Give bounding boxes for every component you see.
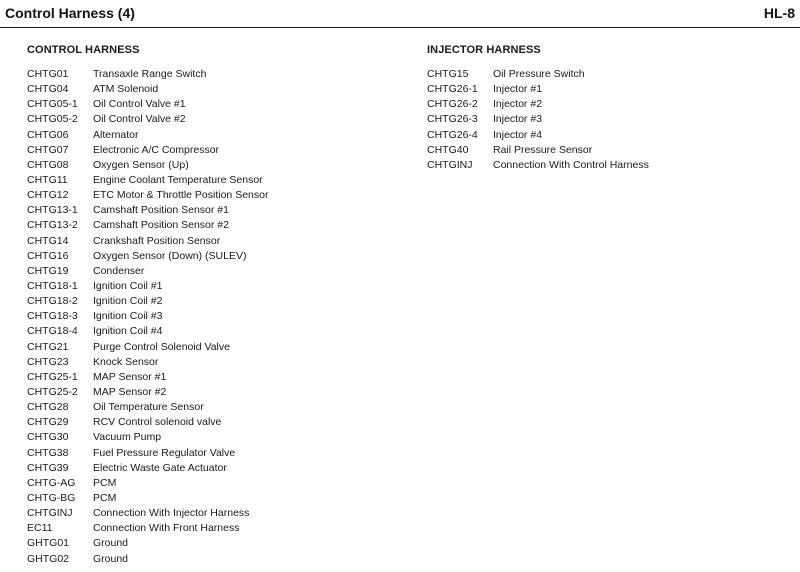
list-item bbox=[427, 128, 541, 143]
list-item bbox=[27, 340, 230, 355]
list-item bbox=[27, 309, 163, 324]
list-item bbox=[27, 415, 222, 430]
list-item bbox=[27, 355, 159, 370]
connector-code: CHTG26-2 bbox=[427, 98, 478, 111]
connector-description: Ignition Coil #2 bbox=[93, 295, 163, 308]
connector-code: CHTG21 bbox=[27, 340, 69, 353]
connector-code: CHTG07 bbox=[27, 143, 69, 156]
list-item bbox=[27, 400, 204, 415]
connector-code: CHTG23 bbox=[27, 355, 69, 368]
connector-code: CHTG08 bbox=[27, 158, 69, 171]
list-item bbox=[27, 461, 227, 476]
connector-description: Electric Waste Gate Actuator bbox=[93, 461, 227, 474]
list-item bbox=[27, 97, 186, 112]
connector-code: CHTG13-2 bbox=[27, 219, 78, 232]
section-heading: CONTROL HARNESS bbox=[27, 44, 140, 56]
list-item bbox=[27, 143, 220, 158]
list-item bbox=[27, 82, 159, 97]
connector-description: Ignition Coil #4 bbox=[93, 325, 163, 338]
section-heading: INJECTOR HARNESS bbox=[427, 44, 541, 56]
list-item bbox=[27, 491, 140, 506]
list-item bbox=[27, 385, 167, 400]
list-item bbox=[27, 67, 207, 82]
list-item bbox=[427, 97, 541, 112]
connector-description: Oxygen Sensor (Up) bbox=[93, 158, 189, 171]
connector-code: CHTG13-1 bbox=[27, 204, 78, 217]
list-item bbox=[27, 128, 140, 143]
connector-description: Rail Pressure Sensor bbox=[493, 143, 593, 156]
connector-code: CHTG25-2 bbox=[27, 385, 78, 398]
connector-description: Injector #3 bbox=[493, 113, 543, 126]
connector-code: CHTG26-1 bbox=[427, 83, 478, 96]
connector-code: CHTG05-1 bbox=[27, 98, 78, 111]
connector-description: Transaxle Range Switch bbox=[93, 68, 207, 80]
list-item bbox=[427, 143, 593, 158]
connector-description: PCM bbox=[93, 491, 117, 504]
list-item bbox=[27, 324, 163, 339]
list-item bbox=[27, 552, 140, 567]
connector-code: CHTG06 bbox=[27, 128, 69, 141]
control-harness-section bbox=[27, 43, 269, 567]
list-item bbox=[27, 234, 221, 249]
connector-description: Engine Coolant Temperature Sensor bbox=[93, 173, 263, 186]
connector-code: CHTG18-4 bbox=[27, 325, 78, 338]
connector-code: CHTG26-3 bbox=[427, 113, 478, 126]
page-header bbox=[0, 0, 800, 28]
list-item bbox=[427, 82, 541, 97]
list-item bbox=[27, 370, 167, 385]
list-item bbox=[27, 158, 189, 173]
connector-code: EC11 bbox=[27, 522, 53, 535]
connector-code: CHTG38 bbox=[27, 446, 69, 459]
connector-description: MAP Sensor #2 bbox=[93, 385, 167, 398]
connector-description: Ignition Coil #3 bbox=[93, 310, 163, 323]
list-item bbox=[27, 430, 162, 445]
connector-code: CHTG39 bbox=[27, 461, 69, 474]
connector-code: CHTG29 bbox=[27, 416, 69, 429]
list-item bbox=[27, 476, 140, 491]
connector-code: CHTG-BG bbox=[27, 491, 76, 504]
connector-description: Oil Temperature Sensor bbox=[93, 401, 204, 414]
connector-description: Connection With Control Harness bbox=[493, 158, 649, 171]
list-item bbox=[27, 264, 145, 279]
connector-code: CHTGINJ bbox=[427, 158, 473, 171]
connector-description: Electronic A/C Compressor bbox=[93, 143, 220, 156]
connector-code: CHTG25-1 bbox=[27, 370, 78, 383]
connector-code: CHTG11 bbox=[27, 173, 68, 186]
connector-description: Oil Control Valve #1 bbox=[93, 98, 186, 111]
connector-description: Fuel Pressure Regulator Valve bbox=[93, 446, 236, 459]
connector-code: CHTG15 bbox=[427, 68, 469, 80]
connector-code: CHTG18-3 bbox=[27, 310, 78, 323]
connector-code: CHTG30 bbox=[27, 431, 69, 444]
connector-description: Oil Control Valve #2 bbox=[93, 113, 186, 126]
connector-description: Ground bbox=[93, 537, 129, 550]
connector-code: CHTG40 bbox=[427, 143, 469, 156]
page-code: HL-8 bbox=[763, 5, 795, 21]
connector-code: CHTG18-1 bbox=[27, 279, 78, 292]
connector-code: CHTG18-2 bbox=[27, 295, 78, 308]
connector-description: Camshaft Position Sensor #1 bbox=[93, 204, 229, 217]
connector-code: GHTG02 bbox=[27, 552, 70, 565]
connector-description: ATM Solenoid bbox=[93, 83, 159, 96]
connector-description: Connection With Injector Harness bbox=[93, 507, 250, 520]
list-item bbox=[27, 521, 240, 536]
connector-description: Camshaft Position Sensor #2 bbox=[93, 219, 229, 232]
list-item bbox=[427, 67, 585, 82]
connector-code: CHTG26-4 bbox=[427, 128, 478, 141]
list-item bbox=[27, 506, 250, 521]
connector-code: CHTG12 bbox=[27, 189, 69, 202]
connector-description: Oxygen Sensor (Down) (SULEV) bbox=[93, 249, 247, 262]
connector-code: CHTG05-2 bbox=[27, 113, 78, 126]
list-item bbox=[27, 294, 163, 309]
connector-code: CHTG19 bbox=[27, 264, 69, 277]
connector-description: Oil Pressure Switch bbox=[493, 68, 585, 80]
connector-code: CHTG16 bbox=[27, 249, 69, 262]
connector-code: CHTG04 bbox=[27, 83, 69, 96]
page-title: Control Harness (4) bbox=[5, 5, 135, 21]
list-item bbox=[27, 112, 186, 127]
connector-description: Injector #2 bbox=[493, 98, 543, 111]
connector-description: ETC Motor & Throttle Position Sensor bbox=[93, 189, 269, 202]
connector-description: Injector #4 bbox=[493, 128, 543, 141]
connector-code: CHTG-AG bbox=[27, 476, 76, 489]
list-item bbox=[27, 218, 229, 233]
connector-description: Injector #1 bbox=[493, 83, 543, 96]
connector-description: Crankshaft Position Sensor bbox=[93, 234, 221, 247]
connector-code: CHTG14 bbox=[27, 234, 69, 247]
connector-code: GHTG01 bbox=[27, 537, 70, 550]
connector-description: Ground bbox=[93, 552, 129, 565]
injector-harness-section bbox=[427, 43, 649, 173]
list-item bbox=[27, 188, 269, 203]
connector-description: Purge Control Solenoid Valve bbox=[93, 340, 230, 353]
connector-description: PCM bbox=[93, 476, 117, 489]
connector-description: MAP Sensor #1 bbox=[93, 370, 167, 383]
connector-description: Knock Sensor bbox=[93, 355, 159, 368]
list-item bbox=[27, 249, 247, 264]
connector-list bbox=[427, 67, 649, 173]
connector-list bbox=[27, 67, 269, 567]
connector-description: Alternator bbox=[93, 128, 139, 141]
connector-code: CHTGINJ bbox=[27, 507, 73, 520]
connector-description: Condenser bbox=[93, 264, 145, 277]
list-item bbox=[27, 279, 163, 294]
list-item bbox=[27, 536, 140, 551]
list-item bbox=[27, 203, 229, 218]
list-item bbox=[27, 446, 236, 461]
connector-description: Vacuum Pump bbox=[93, 431, 162, 444]
connector-description: RCV Control solenoid valve bbox=[93, 416, 222, 429]
connector-code: CHTG28 bbox=[27, 401, 69, 414]
connector-description: Connection With Front Harness bbox=[93, 522, 240, 535]
list-item bbox=[427, 158, 649, 173]
list-item bbox=[27, 173, 263, 188]
connector-description: Ignition Coil #1 bbox=[93, 279, 163, 292]
connector-code: CHTG01 bbox=[27, 68, 69, 80]
list-item bbox=[427, 112, 541, 127]
